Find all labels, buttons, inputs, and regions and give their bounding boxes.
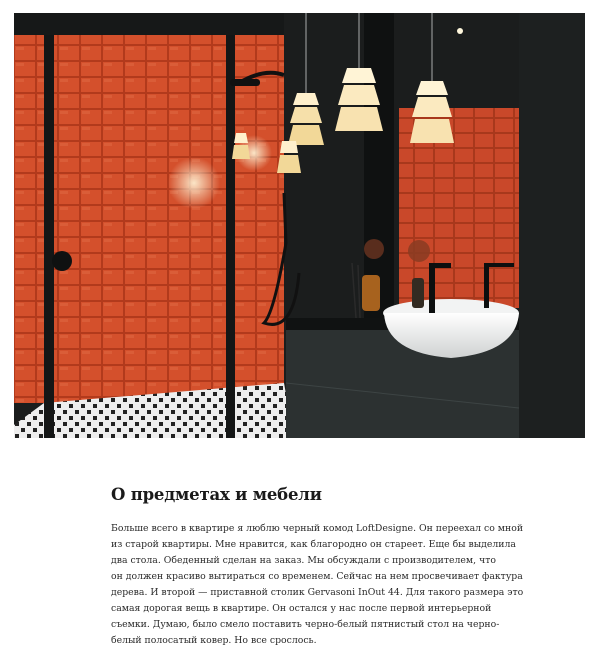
bathroom-photo <box>14 13 585 438</box>
paragraph-line: съемки. Думаю, было смело поставить черно-белый пятнистый стол на черно- <box>111 619 500 630</box>
article-section <box>111 484 524 649</box>
top-frame <box>14 13 284 35</box>
glass-frame-left <box>44 13 54 438</box>
bathroom-illustration <box>14 13 585 438</box>
paragraph-line: самая дорогая вещь в квартире. Он остался у нас после первой интерьерной <box>111 603 492 614</box>
glass-frame-mid <box>226 13 235 438</box>
paragraph-line: он должен красиво вытираться со временем. Сейчас на нем просвечивает фактура <box>111 571 523 582</box>
right-wall <box>519 13 585 438</box>
paragraph-line: из старой квартиры. Мне нравится, как благородно он стареет. Еще бы выделила <box>111 539 516 550</box>
body-paragraph <box>111 521 524 649</box>
section-heading: О предметах и мебели <box>111 485 322 504</box>
faucet <box>429 263 435 313</box>
orange-tile-wall <box>14 33 284 403</box>
paragraph-line: Больше всего в квартире я люблю черный комод LoftDesigne. Он переехал со мной <box>111 523 524 534</box>
shower-head <box>230 79 260 86</box>
gold-vase <box>362 275 380 311</box>
paragraph-line: два стола. Обеденный сделан на заказ. Мы обсуждали с производителем, что <box>111 555 496 566</box>
paragraph-line: белый полосатый ковер. Но все срослось. <box>111 635 317 646</box>
towel-hook <box>52 251 72 271</box>
paragraph-line: дерева. И второй — приставной столик Gervasoni InOut 44. Для такого размера это <box>111 587 524 598</box>
